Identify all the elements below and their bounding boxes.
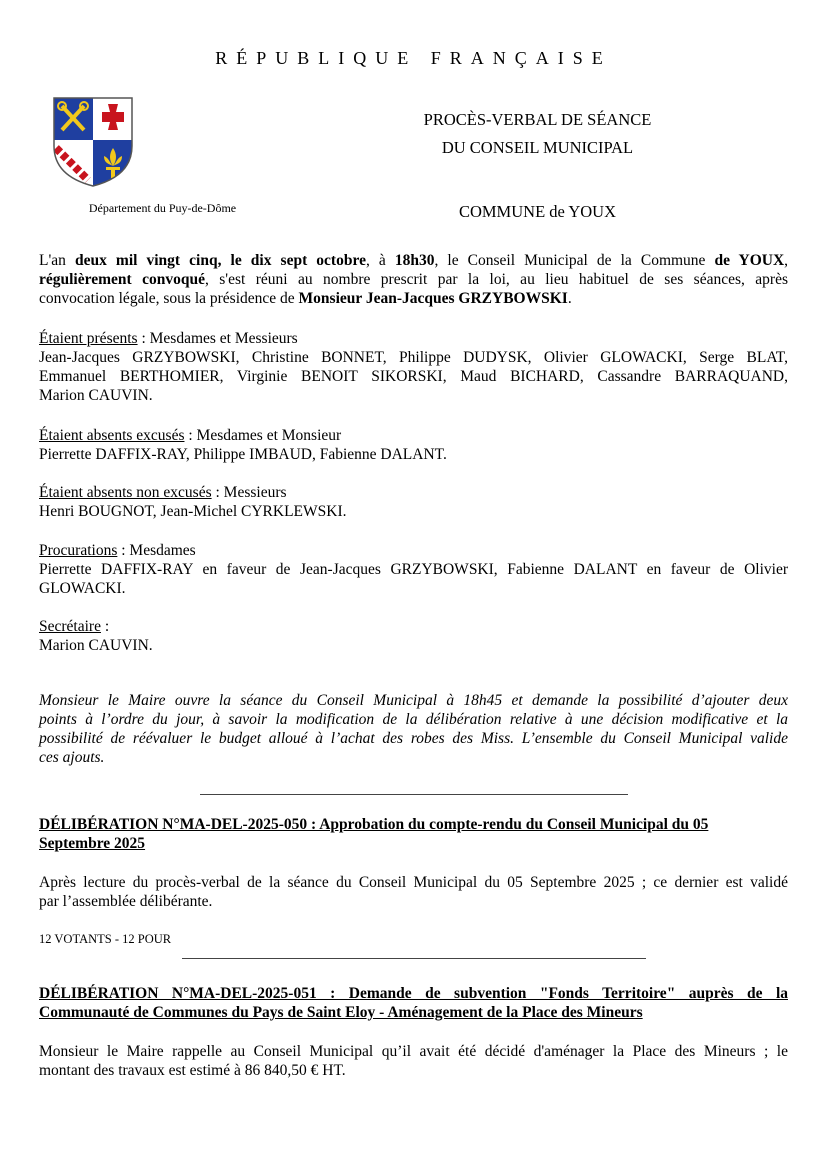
document-title-line1: PROCÈS-VERBAL DE SÉANCE <box>423 110 652 129</box>
opening-line3: possibilité de réévaluer le budget alloué à l’achat des robes des Miss. L’ensemble du Conseil Municipal valide <box>39 730 788 747</box>
present-names-line1: Jean-Jacques GRZYBOWSKI, Christine BONNET, Philippe DUDYSK, Olivier GLOWACKI, Serge BLAT, <box>39 349 788 366</box>
section-divider <box>182 958 646 959</box>
department-label: Département du Puy-de-Dôme <box>88 201 237 215</box>
intro-line3: convocation légale, sous la présidence de Monsieur Jean-Jacques GRZYBOWSKI. <box>39 290 572 307</box>
section-divider <box>200 794 628 795</box>
secretary-heading: Secrétaire : <box>39 618 110 635</box>
present-names-line2: Emmanuel BERTHOMIER, Virginie BENOIT SIKORSKI, Maud BICHARD, Cassandre BARRAQUAND, <box>39 368 788 385</box>
unexcused-heading: Étaient absents non excusés : Messieurs <box>39 484 287 501</box>
intro-line2: régulièrement convoqué, s'est réuni au nombre prescrit par la loi, au lieu habituel de ses séances, après <box>39 271 788 288</box>
present-heading: Étaient présents : Mesdames et Messieurs <box>39 330 298 347</box>
commune-coat-of-arms <box>52 96 134 188</box>
intro-line1: L'an deux mil vingt cinq, le dix sept octobre, à 18h30, le Conseil Municipal de la Commune de YOUX, <box>39 252 789 269</box>
deliberation-050-body-line2: par l’assemblée délibérante. <box>39 893 213 910</box>
deliberation-051-body-line2: montant des travaux est estimé à 86 840,50 € HT. <box>39 1062 346 1079</box>
excused-heading: Étaient absents excusés : Mesdames et Monsieur <box>39 427 342 444</box>
opening-line1: Monsieur le Maire ouvre la séance du Conseil Municipal à 18h45 et demande la possibilité d’ajouter deux <box>39 692 788 709</box>
deliberation-051-body-line1: Monsieur le Maire rappelle au Conseil Municipal qu’il avait été décidé d'aménager la Place des Mineurs ; le <box>39 1043 788 1060</box>
secretary-name: Marion CAUVIN. <box>39 637 153 654</box>
deliberation-050-body-line1: Après lecture du procès-verbal de la séance du Conseil Municipal du 05 Septembre 2025 ; ce dernier est validé <box>39 874 788 891</box>
document-title-line2: DU CONSEIL MUNICIPAL <box>441 138 634 157</box>
commune-name: COMMUNE de YOUX <box>458 202 617 221</box>
proxies-line1: Pierrette DAFFIX-RAY en faveur de Jean-Jacques GRZYBOWSKI, Fabienne DALANT en faveur de Olivier <box>39 561 788 578</box>
republic-heading: RÉPUBLIQUE FRANÇAISE <box>215 48 612 68</box>
proxies-line2: GLOWACKI. <box>39 580 126 597</box>
deliberation-050-vote: 12 VOTANTS - 12 POUR <box>39 932 172 946</box>
proxies-heading: Procurations : Mesdames <box>39 542 196 559</box>
deliberation-050-title-line2: Septembre 2025 <box>39 835 146 852</box>
opening-line2: points à l’ordre du jour, à savoir la modification de la délibération relative à une décision modificative et la <box>39 711 788 728</box>
excused-names: Pierrette DAFFIX-RAY, Philippe IMBAUD, Fabienne DALANT. <box>39 446 447 463</box>
deliberation-051-title-line1: DÉLIBÉRATION N°MA-DEL-2025-051 : Demande de subvention "Fonds Territoire" auprès de la <box>39 985 788 1002</box>
unexcused-names: Henri BOUGNOT, Jean-Michel CYRKLEWSKI. <box>39 503 347 520</box>
deliberation-051-title-line2: Communauté de Communes du Pays de Saint Eloy - Aménagement de la Place des Mineurs <box>39 1004 643 1021</box>
opening-line4: ces ajouts. <box>39 749 105 766</box>
present-names-line3: Marion CAUVIN. <box>39 387 153 404</box>
deliberation-050-title-line1: DÉLIBÉRATION N°MA-DEL-2025-050 : Approbation du compte-rendu du Conseil Municipal du 05 <box>39 816 709 833</box>
